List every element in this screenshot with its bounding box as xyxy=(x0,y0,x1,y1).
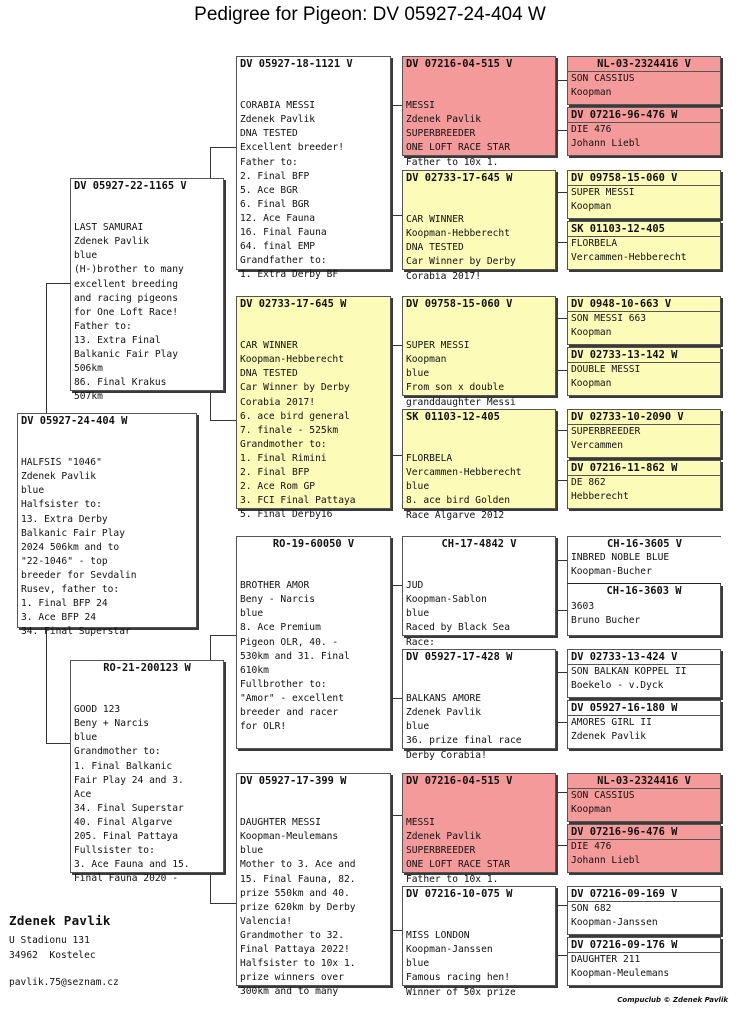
pigeon-card-gen3-6[interactable] xyxy=(402,649,556,761)
connector-line xyxy=(556,370,567,371)
pigeon-card-mother[interactable] xyxy=(70,660,224,885)
pigeon-card-subject[interactable] xyxy=(17,413,197,638)
pigeon-details: SON 682 Koopman-Janssen xyxy=(571,903,658,929)
footer-credit: Compuclub © Zdenek Pavlik xyxy=(617,996,728,1004)
ring-number: DV 02733-17-645 W xyxy=(240,298,347,310)
connector-line xyxy=(391,345,402,346)
connector-line xyxy=(556,845,567,846)
pigeon-details: JUD Koopman-Sablon blue Raced by Black Sea Race: xyxy=(406,580,510,648)
ring-number: DV 05927-24-404 W xyxy=(21,415,128,427)
connector-line xyxy=(556,955,567,956)
pigeon-details: BALKANS AMORE Zdenek Pavlik blue 36. prize final race Derby Corabia! xyxy=(406,693,522,761)
breeder-info xyxy=(9,913,119,988)
pigeon-card-grandsire-maternal[interactable] xyxy=(236,536,391,749)
pigeon-details: MISS LONDON Koopman-Janssen blue Famous racing hen! Winner of 50x prize xyxy=(406,930,516,998)
connector-line xyxy=(556,610,567,611)
connector-line xyxy=(210,635,236,636)
connector-line xyxy=(210,635,211,660)
ring-number: CH-16-3603 W xyxy=(606,585,682,597)
pigeon-card-gen4-5[interactable] xyxy=(567,296,721,345)
ring-number: DV 09758-15-060 V xyxy=(406,298,513,310)
ring-number: DV 07216-09-176 W xyxy=(568,938,720,953)
pigeon-details: DIE 476 Johann Liebl xyxy=(571,124,641,150)
ring-number: DV 05927-16-180 W xyxy=(568,701,720,716)
pigeon-details: GOOD 123 Beny + Narcis blue Grandmother to: 1. Final Balkanic Fair Play 24 and 3. Ace 34. Final Superstar 40. Final Algarve 205. Final Pattaya Fullsister to: 3. Ace Fauna and 15. Final Fauna 2020 - xyxy=(74,704,190,885)
connector-line xyxy=(391,930,402,931)
pigeon-card-gen3-3[interactable] xyxy=(402,296,556,408)
pigeon-details: CAR WINNER Koopman-Hebberecht DNA TESTED Car Winner by Derby Corabia 2017! xyxy=(406,214,516,282)
pigeon-card-gen4-6[interactable] xyxy=(567,347,721,396)
ring-number: DV 07216-10-075 W xyxy=(406,888,513,900)
pigeon-details: FLORBELA Vercammen-Hebberecht xyxy=(571,238,687,264)
pigeon-details: SUPER MESSI Koopman xyxy=(571,187,635,213)
pigeon-details: SUPER MESSI Koopman blue From son x double granddaughter Messi xyxy=(406,340,516,408)
ring-number: SK 01103-12-405 xyxy=(406,411,500,423)
connector-line xyxy=(556,480,567,481)
pigeon-details: LAST SAMURAI Zdenek Pavlik blue (H-)brother to many excellent breeding and racing pigeons for One Loft Race! Father to: 13. Extra Final Balkanic Fair Play 506km 86. Final Krakus 507km xyxy=(74,222,184,403)
connector-line xyxy=(391,215,402,216)
breeder-name: Zdenek Pavlik xyxy=(9,913,111,928)
pigeon-card-gen4-16[interactable] xyxy=(567,937,721,986)
pigeon-card-gen4-3[interactable] xyxy=(567,170,721,219)
connector-line xyxy=(46,283,47,413)
ring-number: CH-16-3605 V xyxy=(606,538,683,550)
pigeon-card-granddam-paternal[interactable] xyxy=(236,296,391,521)
pigeon-details: CORABIA MESSI Zdenek Pavlik DNA TESTED Excellent breeder! Father to: 2. Final BFP 5. Ace BGR 6. Final BGR 12. Ace Fauna 16. Final Fauna 64. final EMP Grandfather to: 1. Extra Derby BF xyxy=(240,100,344,281)
pigeon-card-gen3-4[interactable] xyxy=(402,409,556,521)
ring-number: DV 05927-17-428 W xyxy=(406,651,513,663)
pigeon-card-grandsire-paternal[interactable] xyxy=(236,56,391,281)
pigeon-details: DAUGHTER MESSI Koopman-Meulemans blue Mother to 3. Ace and 15. Final Fauna, 82. prize 550km and 40. prize 620km by Derby Valencia! Grandmother to 32. Final Pattaya 2022! Halfsister to 10x 1. prize winners over 300km and to many xyxy=(240,817,356,998)
pigeon-details: SON CASSIUS Koopman xyxy=(571,73,635,99)
connector-line xyxy=(391,455,402,456)
pigeon-card-gen4-11[interactable] xyxy=(567,649,721,698)
pigeon-details: DAUGHTER 211 Koopman-Meulemans xyxy=(571,954,670,980)
pigeon-details: AMORES GIRL II Zdenek Pavlik xyxy=(571,717,652,743)
pigeon-details: CAR WINNER Koopman-Hebberecht DNA TESTED Car Winner by Derby Corabia 2017! 6. ace bird general 7. finale - 525km Grandmother to: 1. Final Rimini 2. Final BFP 2. Ace Rom GP 3. FCI Final Pattaya 5. Final Derby16 xyxy=(240,340,356,521)
pigeon-card-granddam-maternal[interactable] xyxy=(236,773,391,998)
ring-number: NL-03-2324416 V xyxy=(568,774,720,789)
ring-number: DV 07216-11-862 W xyxy=(568,461,720,476)
connector-line xyxy=(46,743,70,744)
ring-number: DV 07216-96-476 W xyxy=(568,108,720,123)
pigeon-details: 3603 Bruno Bucher xyxy=(571,601,641,627)
connector-line xyxy=(556,242,567,243)
connector-line xyxy=(556,318,567,319)
ring-number: RO-19-60050 V xyxy=(272,538,355,550)
pigeon-card-father[interactable] xyxy=(70,178,224,403)
connector-line xyxy=(391,698,402,699)
pigeon-card-gen4-15[interactable] xyxy=(567,886,721,935)
pigeon-details: SON CASSIUS Koopman xyxy=(571,790,635,816)
ring-number: DV 09758-15-060 V xyxy=(568,171,720,186)
ring-number: DV 07216-04-515 V xyxy=(406,775,513,787)
pigeon-card-gen4-1[interactable] xyxy=(567,56,721,105)
connector-line xyxy=(556,192,567,193)
page-title: Pedigree for Pigeon: DV 05927-24-404 W xyxy=(194,4,546,25)
pigeon-card-gen4-10[interactable] xyxy=(567,584,721,636)
pigeon-details: BROTHER AMOR Beny - Narcis blue 8. Ace Premium Pigeon OLR, 40. - 530km and 31. Final 610km Fullbrother to: "Amor" - excellent breeder and racer for OLR! xyxy=(240,580,350,733)
ring-number: DV 07216-96-476 W xyxy=(568,825,720,840)
ring-number: DV 02733-17-645 W xyxy=(406,172,513,184)
pigeon-card-gen4-2[interactable] xyxy=(567,107,721,156)
ring-number: CH-17-4842 V xyxy=(441,538,517,550)
connector-line xyxy=(556,792,567,793)
ring-number: DV 02733-10-2090 V xyxy=(568,410,720,425)
connector-line xyxy=(210,147,236,148)
pigeon-card-gen4-9[interactable] xyxy=(567,536,721,584)
pigeon-card-gen4-8[interactable] xyxy=(567,460,721,509)
connector-line xyxy=(556,430,567,431)
ring-number: DV 02733-13-142 W xyxy=(568,348,720,363)
ring-number: RO-21-200123 W xyxy=(103,662,191,674)
pigeon-details: FLORBELA Vercammen-Hebberecht blue 8. ace bird Golden Race Algarve 2012 xyxy=(406,453,522,521)
connector-line xyxy=(556,560,567,561)
pigeon-details: INBRED NOBLE BLUE Koopman-Bucher xyxy=(571,552,670,578)
ring-number: DV 07216-04-515 V xyxy=(406,58,513,70)
pigeon-card-gen3-1[interactable] xyxy=(402,56,556,168)
ring-number: NL-03-2324416 V xyxy=(568,57,720,72)
ring-number: SK 01103-12-405 xyxy=(568,222,720,237)
breeder-email[interactable]: pavlik.75@seznam.cz xyxy=(9,977,119,988)
pigeon-card-gen4-7[interactable] xyxy=(567,409,721,458)
connector-line xyxy=(391,105,402,106)
pigeon-details: HALFSIS "1046" Zdenek Pavlik blue Halfsister to: 13. Extra Derby Balkanic Fair Play 2024 506km and to "22-1046" - top breeder for Sevdalin Rusev, father to: 1. Final BFP 24 3. Ace BFP 24 34. Final Superstar xyxy=(21,457,137,638)
pigeon-card-gen3-2[interactable] xyxy=(402,170,556,282)
pigeon-details: MESSI Zdenek Pavlik SUPERBREEDER ONE LOFT RACE STAR Father to 10x 1. xyxy=(406,100,510,168)
ring-number: DV 05927-18-1121 V xyxy=(240,58,353,70)
connector-line xyxy=(556,130,567,131)
pigeon-details: DOUBLE MESSI Koopman xyxy=(571,364,641,390)
ring-number: DV 0948-10-663 V xyxy=(568,297,720,312)
pigeon-details: MESSI Zdenek Pavlik SUPERBREEDER ONE LOFT RACE STAR Father to 10x 1. xyxy=(406,817,510,885)
pigeon-card-gen4-13[interactable] xyxy=(567,773,721,822)
pigeon-details: SON MESSI 663 Koopman xyxy=(571,313,647,339)
pigeon-card-gen4-14[interactable] xyxy=(567,824,721,873)
pigeon-details: DIE 476 Johann Liebl xyxy=(571,841,641,867)
connector-line xyxy=(556,80,567,81)
connector-line xyxy=(556,905,567,906)
pigeon-details: SON BALKAN KOPPEL II Boekelo - v.Dyck xyxy=(571,666,687,692)
pigeon-details: DE 862 Hebberecht xyxy=(571,477,629,503)
pigeon-card-gen3-7[interactable] xyxy=(402,773,556,885)
pigeon-card-gen4-4[interactable] xyxy=(567,221,721,270)
connector-line xyxy=(391,815,402,816)
connector-line xyxy=(556,722,567,723)
pigeon-card-gen3-8[interactable] xyxy=(402,886,556,998)
ring-number: DV 02733-13-424 V xyxy=(568,650,720,665)
pigeon-card-gen4-12[interactable] xyxy=(567,700,721,749)
ring-number: DV 05927-22-1165 V xyxy=(74,180,187,192)
connector-line xyxy=(46,283,70,284)
pigeon-card-gen3-5[interactable] xyxy=(402,536,556,648)
ring-number: DV 05927-17-399 W xyxy=(240,775,347,787)
breeder-address: U Stadionu 131 34962 Kostelec xyxy=(9,935,96,961)
connector-line xyxy=(391,585,402,586)
pigeon-details: SUPERBREEDER Vercammen xyxy=(571,426,641,452)
connector-line xyxy=(556,672,567,673)
ring-number: DV 07216-09-169 V xyxy=(568,887,720,902)
